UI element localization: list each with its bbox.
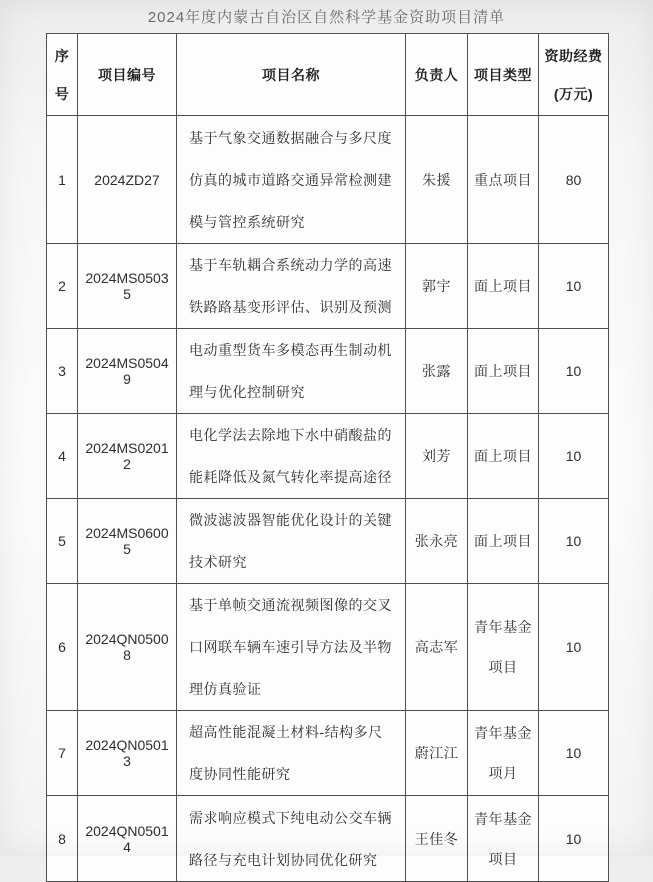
table-row — [47, 499, 609, 584]
cell-project-code: 2024MS06005 — [78, 499, 177, 584]
cell-index: 8 — [47, 796, 78, 882]
cell-project-type: 青年基金项目 — [468, 796, 539, 882]
table-row — [47, 329, 609, 414]
cell-leader: 郭宇 — [406, 244, 468, 329]
header-name: 项目名称 — [177, 34, 406, 116]
cell-project-name: 基于单帧交通流视频图像的交叉口网联车辆车速引导方法及半物理仿真验证 — [177, 584, 406, 711]
cell-project-code: 2024QN05014 — [78, 796, 177, 882]
cell-leader: 高志军 — [406, 584, 468, 711]
header-row — [47, 34, 609, 116]
cell-project-type: 青年基金项月 — [468, 711, 539, 796]
funding-project-table — [46, 33, 609, 882]
cell-project-name: 基于车轨耦合系统动力学的高速铁路路基变形评估、识别及预测 — [177, 244, 406, 329]
cell-project-code: 2024QN05008 — [78, 584, 177, 711]
cell-project-code: 2024QN05013 — [78, 711, 177, 796]
cell-index: 3 — [47, 329, 78, 414]
cell-funding: 10 — [539, 244, 609, 329]
cell-project-type: 面上项目 — [468, 244, 539, 329]
header-index: 序号 — [47, 34, 78, 116]
cell-project-code: 2024ZD27 — [78, 116, 177, 244]
cell-index: 1 — [47, 116, 78, 244]
cell-project-name: 需求响应模式下纯电动公交车辆路径与充电计划协同优化研究 — [177, 796, 406, 882]
cell-funding: 10 — [539, 584, 609, 711]
header-funding — [539, 34, 609, 116]
cell-leader: 蔚江江 — [406, 711, 468, 796]
cell-project-type: 重点项目 — [468, 116, 539, 244]
cell-project-type: 青年基金项目 — [468, 584, 539, 711]
cell-project-name: 基于气象交通数据融合与多尺度仿真的城市道路交通异常检测建模与管控系统研究 — [177, 116, 406, 244]
cell-project-name: 超高性能混凝土材料-结构多尺度协同性能研究 — [177, 711, 406, 796]
cell-project-code: 2024MS05049 — [78, 329, 177, 414]
header-code: 项目编号 — [78, 34, 177, 116]
cell-index: 5 — [47, 499, 78, 584]
cell-project-name: 电动重型货车多模态再生制动机理与优化控制研究 — [177, 329, 406, 414]
cell-project-name: 电化学法去除地下水中硝酸盐的能耗降低及氮气转化率提高途径 — [177, 414, 406, 499]
cell-index: 4 — [47, 414, 78, 499]
table-row — [47, 796, 609, 882]
cell-leader: 张露 — [406, 329, 468, 414]
cell-project-name: 微波滤波器智能优化设计的关键技术研究 — [177, 499, 406, 584]
table-row — [47, 711, 609, 796]
cell-leader: 王佳冬 — [406, 796, 468, 882]
cell-leader: 张永亮 — [406, 499, 468, 584]
cell-index: 7 — [47, 711, 78, 796]
header-funding-line1: 资助经费 — [544, 47, 603, 64]
cell-project-type: 面上项目 — [468, 414, 539, 499]
table-row — [47, 244, 609, 329]
cell-index: 6 — [47, 584, 78, 711]
cell-funding: 10 — [539, 711, 609, 796]
cell-project-code: 2024MS02012 — [78, 414, 177, 499]
cell-leader: 朱援 — [406, 116, 468, 244]
header-type: 项目类型 — [468, 34, 539, 116]
cell-funding: 10 — [539, 796, 609, 882]
cell-project-type: 面上项目 — [468, 329, 539, 414]
table-row — [47, 584, 609, 711]
cell-leader: 刘芳 — [406, 414, 468, 499]
cell-project-type: 面上项目 — [468, 499, 539, 584]
header-funding-line2: (万元) — [553, 85, 594, 102]
cell-project-code: 2024MS05035 — [78, 244, 177, 329]
page-title: 2024年度内蒙古自治区自然科学基金资助项目清单 — [147, 9, 506, 26]
cell-funding: 10 — [539, 414, 609, 499]
table-row — [47, 116, 609, 244]
cell-index: 2 — [47, 244, 78, 329]
cell-funding: 10 — [539, 499, 609, 584]
cell-funding: 10 — [539, 329, 609, 414]
header-leader: 负责人 — [406, 34, 468, 116]
cell-funding: 80 — [539, 116, 609, 244]
table-row — [47, 414, 609, 499]
